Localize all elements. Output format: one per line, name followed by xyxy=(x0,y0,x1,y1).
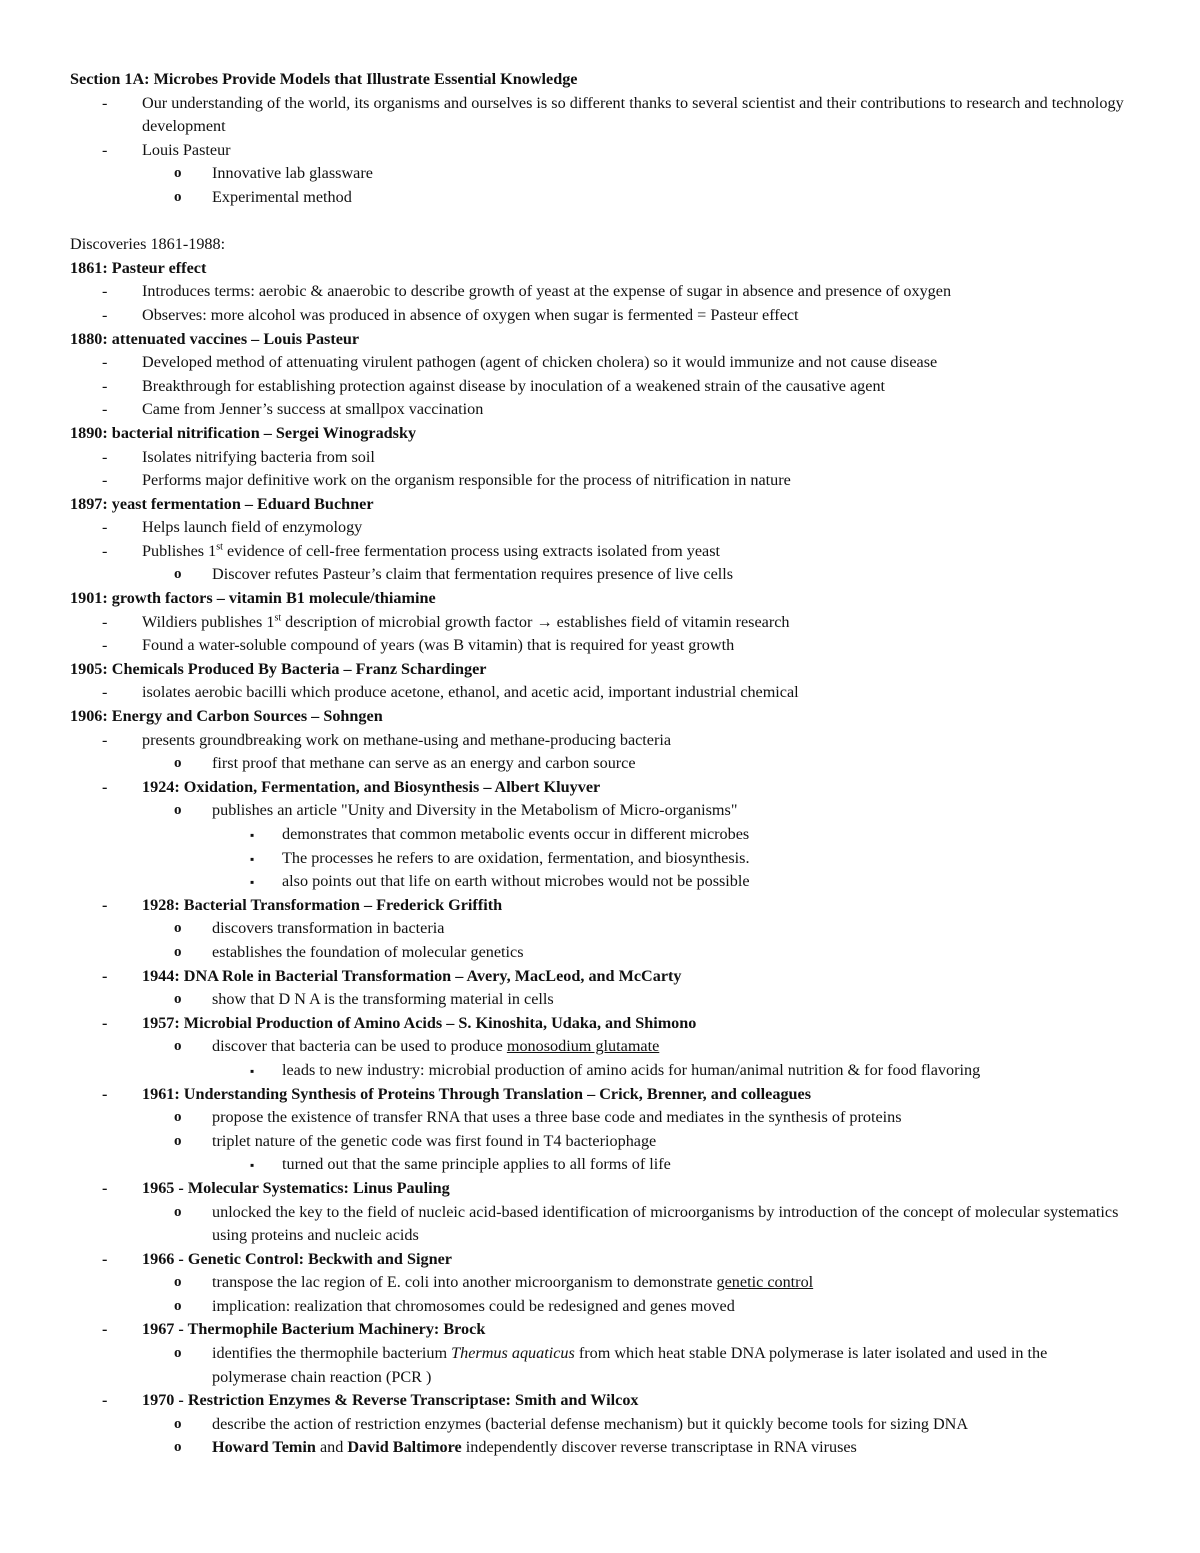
underlined-term: genetic control xyxy=(716,1273,814,1292)
list-item: - Developed method of attenuating virulent pathogen (agent of chicken cholera) so it would immunize and not cause disease xyxy=(70,351,1150,375)
heading-1861: 1861: Pasteur effect xyxy=(70,258,207,277)
dash-bullet: - xyxy=(102,895,108,914)
circle-bullet: o xyxy=(174,755,182,772)
list-item: o implication: realization that chromosomes could be redesigned and genes moved xyxy=(70,1295,1150,1319)
list-item: o publishes an article "Unity and Diversity in the Metabolism of Micro-organisms" xyxy=(70,799,1150,823)
dash-bullet: - xyxy=(102,1391,108,1410)
list-item: - Helps launch field of enzymology xyxy=(70,516,1150,540)
italic-term: Thermus aquaticus xyxy=(451,1344,575,1363)
dash-bullet: - xyxy=(102,1249,108,1268)
list-item: - Introduces terms: aerobic & anaerobic to describe growth of yeast at the expense of sugar in absence and presence of oxygen xyxy=(70,280,1150,304)
heading-1967: - 1967 - Thermophile Bacterium Machinery: Brock xyxy=(70,1318,1150,1342)
circle-bullet: o xyxy=(174,1274,182,1291)
spacer xyxy=(70,210,1150,234)
dash-bullet: - xyxy=(102,447,108,466)
heading-1901: 1901: growth factors – vitamin B1 molecule/thiamine xyxy=(70,589,436,608)
list-item: - Louis Pasteur xyxy=(70,139,1150,163)
list-item: - Our understanding of the world, its organisms and ourselves is so different thanks to several scientist and their contributions to research and technology development xyxy=(102,93,1124,136)
list-item: o Experimental method xyxy=(70,186,1150,210)
dash-bullet: - xyxy=(102,541,108,560)
heading-1906: 1906: Energy and Carbon Sources – Sohngen xyxy=(70,707,383,726)
circle-bullet: o xyxy=(174,1203,182,1220)
dash-bullet: - xyxy=(102,683,108,702)
heading-1965: - 1965 - Molecular Systematics: Linus Pauling xyxy=(70,1177,1150,1201)
list-item: - Observes: more alcohol was produced in absence of oxygen when sugar is fermented = Pasteur effect xyxy=(70,304,1150,328)
list-item: o discovers transformation in bacteria xyxy=(70,917,1150,941)
dash-bullet: - xyxy=(102,518,108,537)
circle-bullet: o xyxy=(174,1132,182,1149)
circle-bullet: o xyxy=(174,1038,182,1055)
dash-bullet: - xyxy=(102,636,108,655)
list-item: - Breakthrough for establishing protection against disease by inoculation of a weakened strain of the causative agent xyxy=(70,375,1150,399)
square-bullet: ▪ xyxy=(250,875,255,890)
heading-1928: - 1928: Bacterial Transformation – Frederick Griffith xyxy=(70,894,1150,918)
circle-bullet: o xyxy=(174,991,182,1008)
dash-bullet: - xyxy=(102,777,108,796)
list-item: o triplet nature of the genetic code was first found in T4 bacteriophage xyxy=(70,1130,1150,1154)
heading-1905: 1905: Chemicals Produced By Bacteria – Franz Schardinger xyxy=(70,659,487,678)
circle-bullet: o xyxy=(174,943,182,960)
dash-bullet: - xyxy=(102,400,108,419)
dash-bullet: - xyxy=(102,1084,108,1103)
dash-bullet: - xyxy=(102,1320,108,1339)
list-item: o unlocked the key to the field of nucleic acid-based identification of microorganisms by introduction of the concept of molecular systematics using proteins and nucleic acids xyxy=(174,1202,1119,1245)
list-item: o identifies the thermophile bacterium Thermus aquaticus from which heat stable DNA polymerase is later isolated and used in the polymerase chain reaction (PCR ) xyxy=(174,1344,1048,1386)
heading-1897: 1897: yeast fermentation – Eduard Buchner xyxy=(70,494,374,513)
right-arrow-icon: → xyxy=(532,612,557,631)
dash-bullet: - xyxy=(102,305,108,324)
list-item: o Innovative lab glassware xyxy=(70,162,1150,186)
dash-bullet: - xyxy=(102,471,108,490)
list-item: o establishes the foundation of molecular genetics xyxy=(70,941,1150,965)
list-item: o first proof that methane can serve as an energy and carbon source xyxy=(70,752,1150,776)
circle-bullet: o xyxy=(174,802,182,819)
circle-bullet: o xyxy=(174,1109,182,1126)
dash-bullet: - xyxy=(102,93,108,112)
list-item: o Howard Temin and David Baltimore independently discover reverse transcriptase in RNA viruses xyxy=(70,1436,1150,1460)
circle-bullet: o xyxy=(174,920,182,937)
list-item: o describe the action of restriction enzymes (bacterial defense mechanism) but it quickly become tools for sizing DNA xyxy=(70,1413,1150,1437)
section-title: Section 1A: Microbes Provide Models that Illustrate Essential Knowledge xyxy=(70,70,578,88)
list-item: - isolates aerobic bacilli which produce acetone, ethanol, and acetic acid, important industrial chemical xyxy=(70,681,1150,705)
list-item: o transpose the lac region of E. coli into another microorganism to demonstrate genetic control xyxy=(70,1271,1150,1295)
square-bullet: ▪ xyxy=(250,851,255,866)
dash-bullet: - xyxy=(102,140,108,159)
list-item: - Publishes 1st evidence of cell-free fermentation process using extracts isolated from yeast xyxy=(70,540,1150,564)
dash-bullet: - xyxy=(102,282,108,301)
list-item: ▪ The processes he refers to are oxidation, fermentation, and biosynthesis. xyxy=(70,847,1150,871)
list-item: ▪ demonstrates that common metabolic events occur in different microbes xyxy=(70,823,1150,847)
list-item: o discover that bacteria can be used to produce monosodium glutamate xyxy=(70,1035,1150,1059)
discoveries-title: Discoveries 1861-1988: xyxy=(70,235,226,254)
square-bullet: ▪ xyxy=(250,828,255,842)
list-item: - Isolates nitrifying bacteria from soil xyxy=(70,446,1150,470)
list-item: - Performs major definitive work on the organism responsible for the process of nitrification in nature xyxy=(70,469,1150,493)
list-item: o propose the existence of transfer RNA that uses a three base code and mediates in the synthesis of proteins xyxy=(70,1106,1150,1130)
heading-1966: - 1966 - Genetic Control: Beckwith and Signer xyxy=(70,1248,1150,1272)
square-bullet: ▪ xyxy=(250,1158,255,1173)
circle-bullet: o xyxy=(174,1345,182,1362)
list-item: - Found a water-soluble compound of years (was B vitamin) that is required for yeast growth xyxy=(70,634,1150,658)
dash-bullet: - xyxy=(102,353,108,372)
dash-bullet: - xyxy=(102,612,108,631)
circle-bullet: o xyxy=(174,165,182,182)
dash-bullet: - xyxy=(102,966,108,985)
list-item: ▪ turned out that the same principle applies to all forms of life xyxy=(70,1153,1150,1177)
heading-1944: - 1944: DNA Role in Bacterial Transformation – Avery, MacLeod, and McCarty xyxy=(70,965,1150,989)
heading-1880: 1880: attenuated vaccines – Louis Pasteur xyxy=(70,329,360,348)
heading-1890: 1890: bacterial nitrification – Sergei Winogradsky xyxy=(70,423,417,442)
heading-1924: - 1924: Oxidation, Fermentation, and Biosynthesis – Albert Kluyver xyxy=(70,776,1150,800)
underlined-term: monosodium glutamate xyxy=(506,1037,660,1056)
circle-bullet: o xyxy=(174,566,182,583)
circle-bullet: o xyxy=(174,1297,182,1314)
scientist-name: Howard Temin xyxy=(212,1438,316,1457)
dash-bullet: - xyxy=(102,1013,108,1032)
list-item: - Came from Jenner’s success at smallpox vaccination xyxy=(70,398,1150,422)
circle-bullet: o xyxy=(174,1415,182,1432)
list-item: - Wildiers publishes 1st description of microbial growth factor → establishes field of vitamin research xyxy=(70,611,1150,635)
list-item: ▪ also points out that life on earth without microbes would not be possible xyxy=(70,870,1150,894)
document-page xyxy=(70,68,1150,1460)
list-item: - presents groundbreaking work on methane-using and methane-producing bacteria xyxy=(70,729,1150,753)
dash-bullet: - xyxy=(102,376,108,395)
heading-1961: - 1961: Understanding Synthesis of Proteins Through Translation – Crick, Brenner, and colleagues xyxy=(70,1083,1150,1107)
list-item: ▪ leads to new industry: microbial production of amino acids for human/animal nutrition & for food flavoring xyxy=(70,1059,1150,1083)
dash-bullet: - xyxy=(102,730,108,749)
list-item: o Discover refutes Pasteur’s claim that fermentation requires presence of live cells xyxy=(70,563,1150,587)
circle-bullet: o xyxy=(174,1439,182,1456)
heading-1957: - 1957: Microbial Production of Amino Acids – S. Kinoshita, Udaka, and Shimono xyxy=(70,1012,1150,1036)
dash-bullet: - xyxy=(102,1178,108,1197)
circle-bullet: o xyxy=(174,188,182,205)
square-bullet: ▪ xyxy=(250,1063,255,1078)
list-item: o show that D N A is the transforming material in cells xyxy=(70,988,1150,1012)
scientist-name: David Baltimore xyxy=(347,1438,462,1457)
heading-1970: - 1970 - Restriction Enzymes & Reverse Transcriptase: Smith and Wilcox xyxy=(70,1389,1150,1413)
